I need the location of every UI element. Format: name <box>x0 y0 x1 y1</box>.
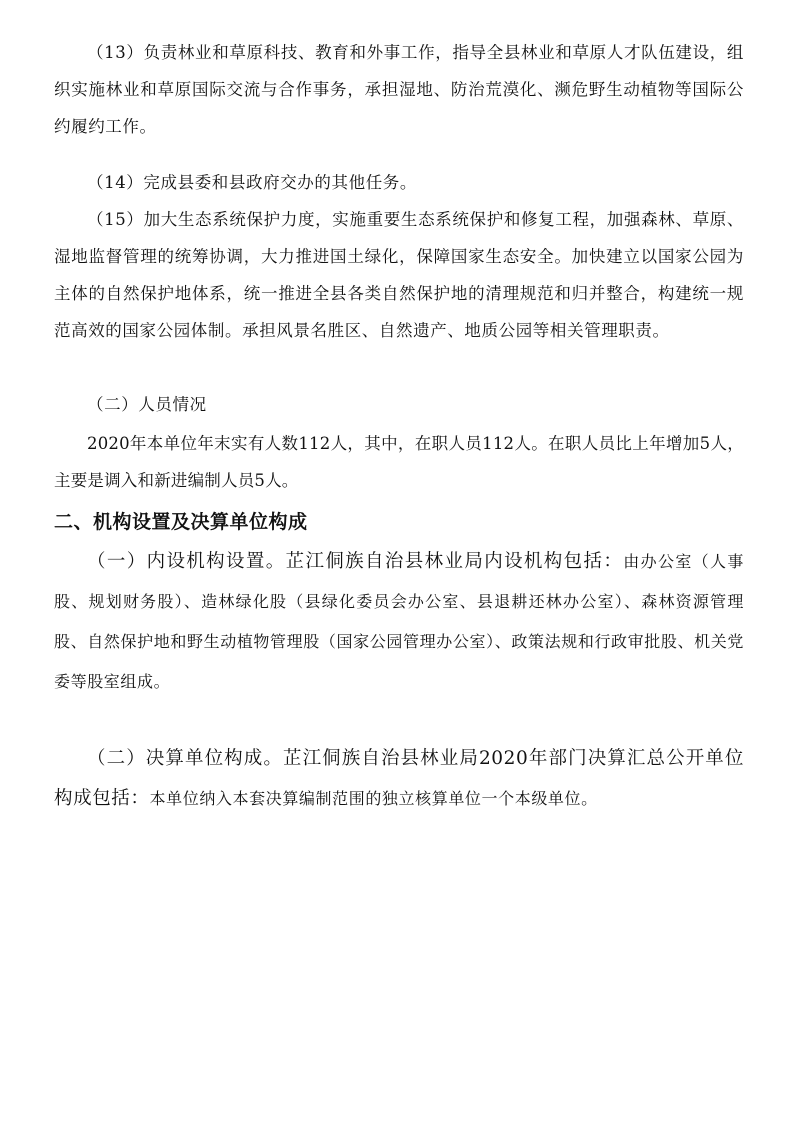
staff-subheading: （二）人员情况 <box>87 395 207 414</box>
accounting-units-lead: （二）决算单位构成。芷江侗族自治县林业局2020年部门决算汇总公开单位构成包括： <box>54 748 744 809</box>
paragraph-item-13: （13）负责林业和草原科技、教育和外事工作，指导全县林业和草原人才队伍建设，组织实施林业和草原国际交流与合作事务，承担湿地、防治荒漠化、濒危野生动植物等国际公约履约工作。 <box>54 43 744 136</box>
accounting-units-paragraph <box>54 739 744 819</box>
section-heading-2: 二、机构设置及决算单位构成 <box>54 511 308 533</box>
paragraph-item-15: （15）加大生态系统保护力度，实施重要生态系统保护和修复工程，加强森林、草原、湿地监督管理的统筹协调，大力推进国土绿化，保障国家生态安全。加快建立以国家公园为主体的自然保护地体系，统一推进全县各类自然保护地的清理规范和归并整合，构建统一规范高效的国家公园体制。承担风景名胜区、自然遗产、地质公园等相关管理职责。 <box>54 210 744 340</box>
internal-structure-text: 由办公室（人事股、规划财务股）、造林绿化股（县绿化委员会办公室、县退耕还林办公室）、森林资源管理股、自然保护地和野生动植物管理股（国家公园管理办公室）、政策法规和行政审批股、机关党委等股室组成。 <box>54 552 744 691</box>
internal-structure-paragraph <box>54 542 744 702</box>
staff-paragraph: 2020年本单位年末实有人数112人，其中，在职人员112人。在职人员比上年增加5人，主要是调入和新进编制人员5人。 <box>54 434 744 490</box>
accounting-units-text: 本单位纳入本套决算编制范围的独立核算单位一个本级单位。 <box>149 789 598 808</box>
internal-structure-lead: （一）内设机构设置。芷江侗族自治县林业局内设机构包括： <box>87 551 624 572</box>
paragraph-item-14: （14）完成县委和县政府交办的其他任务。 <box>87 173 417 192</box>
